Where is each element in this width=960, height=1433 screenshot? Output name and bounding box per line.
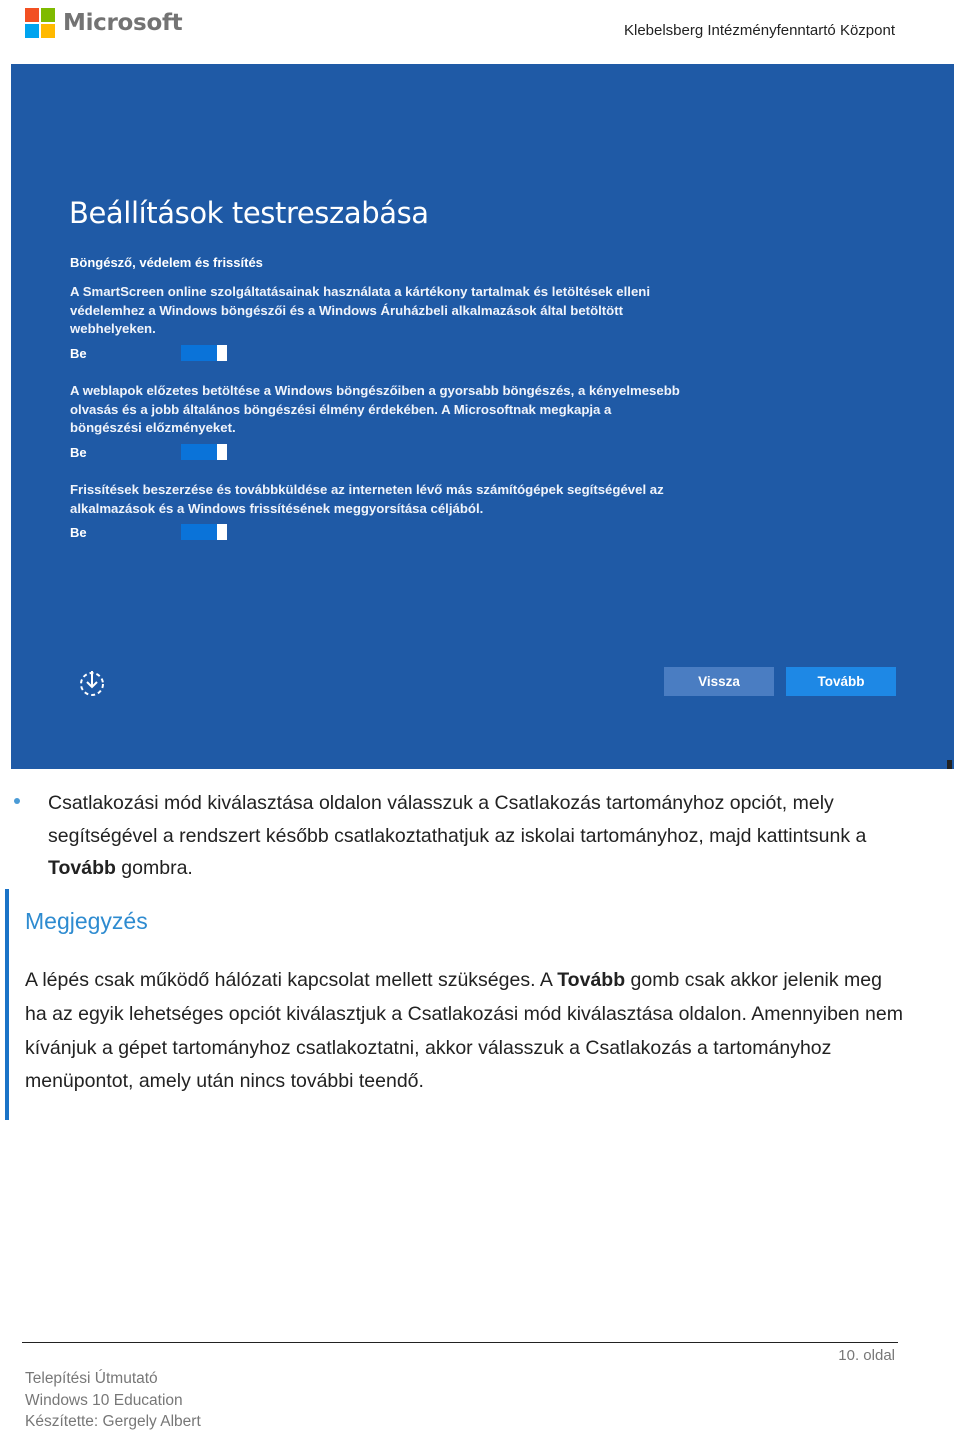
toggle-knob — [217, 444, 227, 460]
setting-preload-text: A weblapok előzetes betöltése a Windows böngészőiben a gyorsabb böngészés, a kényelmesebb olvasás és a jobb általános böngészési élmény érdekében. A Microsoftnak megkapja a böngészési előzményeket. — [70, 383, 680, 435]
note-title: Megjegyzés — [25, 908, 148, 934]
setting-updates-text: Frissítések beszerzése és továbbküldése az interneten lévő más számítógépek segítségével az alkalmazások és a Windows frissítésének meggyorsítása céljából. — [70, 482, 664, 516]
note-text-start: A lépés csak működő hálózati kapcsolat mellett szükséges. A — [25, 969, 558, 991]
toggle-knob — [217, 524, 227, 540]
settings-screenshot — [11, 64, 954, 769]
note-accent-bar — [5, 889, 9, 1120]
footer-divider — [22, 1342, 898, 1343]
logo-square-red — [25, 8, 39, 22]
footer-info — [25, 1368, 201, 1433]
logo-square-green — [41, 8, 55, 22]
back-button[interactable]: Vissza — [664, 667, 774, 696]
bullet-paragraph — [48, 787, 908, 885]
bullet-text-bold: Tovább — [48, 857, 116, 879]
panel-corner-mark — [947, 760, 952, 769]
preload-toggle[interactable] — [181, 444, 227, 460]
page-number: 10. oldal — [838, 1347, 895, 1364]
header-organization: Klebelsberg Intézményfenntartó Központ — [623, 22, 895, 39]
microsoft-logo-squares — [25, 8, 55, 38]
section-heading: Böngésző, védelem és frissítés — [70, 255, 263, 270]
note-paragraph — [25, 964, 905, 1099]
note-text-bold: Tovább — [557, 969, 626, 991]
toggle-knob — [217, 345, 227, 361]
logo-square-yellow — [41, 24, 55, 38]
note-text-end: gomb csak akkor jelenik meg ha az egyik lehetséges opciót kiválasztjuk a Csatlakozási mód kiválasztása oldalon. Amennyiben nem kívánjuk a gépet tartományhoz csatlakoztatni, akkor válasszuk a Csatlakozás a tartományhoz menüpontot, amely után nincs további teendő. — [25, 969, 903, 1093]
footer-author: Készítette: Gergely Albert — [25, 1413, 201, 1430]
setting-updates-state: Be — [70, 525, 87, 540]
updates-toggle[interactable] — [181, 524, 227, 540]
bullet-text-start: Csatlakozási mód kiválasztása oldalon válasszuk a Csatlakozás tartományhoz opciót, mely segítségével a rendszert később csatlakoztathatjuk az iskolai tartományhoz, majd kattintsunk a — [48, 792, 867, 847]
footer-edition: Windows 10 Education — [25, 1391, 183, 1409]
setting-smartscreen-text: A SmartScreen online szolgáltatásainak használata a kártékony tartalmak és letöltések elleni védelemhez a Windows böngészői és a Windows Áruházbeli alkalmazások által betöltött webhelyeken. — [70, 284, 651, 336]
screen-title: Beállítások testreszabása — [69, 196, 429, 230]
setting-preload-state: Be — [70, 445, 87, 460]
smartscreen-toggle[interactable] — [181, 345, 227, 361]
next-button[interactable]: Tovább — [786, 667, 896, 696]
logo-text: Microsoft — [63, 10, 183, 36]
ease-of-access-icon[interactable] — [77, 668, 107, 698]
microsoft-logo — [25, 8, 182, 38]
logo-square-blue — [25, 24, 39, 38]
footer-doc-title: Telepítési Útmutató — [25, 1370, 158, 1387]
setting-smartscreen-state: Be — [70, 346, 87, 361]
bullet-text-end: gombra. — [115, 857, 193, 879]
bullet-dot — [14, 798, 20, 804]
